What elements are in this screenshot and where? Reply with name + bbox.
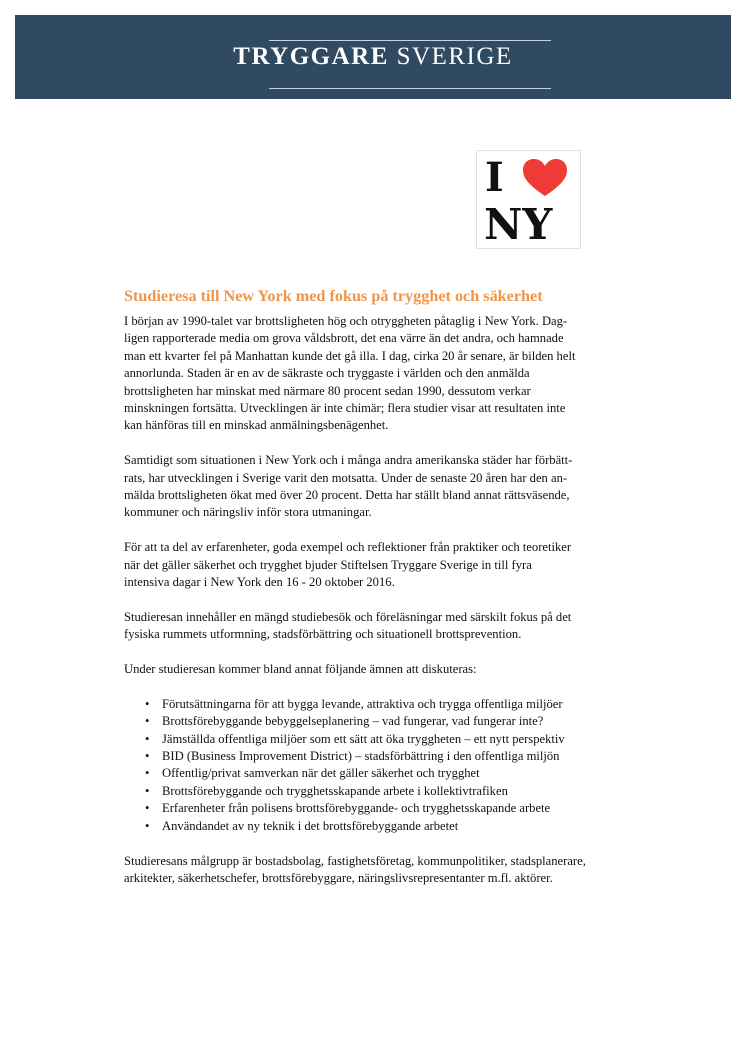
list-item bbox=[124, 748, 624, 765]
list-item-text: Brottsförebyggande bebyggelseplanering – vad fungerar, vad fungerar inte? bbox=[162, 714, 544, 729]
bullet-icon: • bbox=[145, 749, 150, 764]
logo-letter-i: I bbox=[485, 154, 504, 201]
bullet-icon: • bbox=[145, 714, 150, 729]
paragraph-4 bbox=[124, 609, 624, 644]
topics-intro-text: Under studieresan kommer bland annat följande ämnen att diskuteras: bbox=[124, 662, 477, 677]
list-item bbox=[124, 713, 624, 730]
list-item bbox=[124, 818, 624, 835]
bullet-icon: • bbox=[145, 766, 150, 781]
paragraph-3 bbox=[124, 539, 624, 591]
list-item-text: BID (Business Improvement District) – stadsförbättring i den offentliga miljön bbox=[162, 749, 560, 764]
header-band bbox=[15, 15, 731, 99]
brand-word-1: TRYGGARE bbox=[233, 43, 389, 70]
closing-paragraph bbox=[124, 853, 624, 888]
topics-intro bbox=[124, 661, 624, 678]
list-item-text: Offentlig/privat samverkan när det gäller säkerhet och trygghet bbox=[162, 766, 480, 781]
paragraph-4-text: Studieresan innehåller en mängd studiebesök och föreläsningar med särskilt fokus på det fysiska rummets utformning, stadsförbättring och situationell brottsprevention. bbox=[124, 609, 572, 642]
list-item bbox=[124, 783, 624, 800]
list-item bbox=[124, 800, 624, 817]
list-item-text: Förutsättningarna för att bygga levande, attraktiva och trygga offentliga miljöer bbox=[162, 696, 563, 711]
bullet-icon: • bbox=[145, 801, 150, 816]
paragraph-1-text: I början av 1990-talet var brottsligheten hög och otryggheten påtaglig i New York. Dag- ligen rapporterade media om grova våldsbrott, det ena värre än det andra, och hamnade man ett kvarter fel på Manhattan kunde det gå illa. I dag, cirka 20 år senare, är bilden helt annorlunda. Staden är en av de säkraste och tryggaste i världen och den anmälda brottsligheten har minskat med närmare 80 procent sedan 1990, dessutom verkar minskningen fortsätta. Utvecklingen är inte chimär; flera studier visar att resultaten inte kan hänföras till en minskad anmälningsbenägenhet. bbox=[124, 314, 576, 433]
brand-rule-top bbox=[269, 40, 551, 41]
logo-letters-ny: NY bbox=[484, 200, 553, 248]
paragraph-2 bbox=[124, 452, 624, 522]
article bbox=[124, 285, 624, 905]
list-item bbox=[124, 765, 624, 782]
list-item bbox=[124, 696, 624, 713]
brand-word-2: SVERIGE bbox=[396, 43, 513, 70]
list-item bbox=[124, 731, 624, 748]
heart-icon bbox=[523, 159, 567, 196]
bullet-icon: • bbox=[145, 696, 150, 711]
list-item-text: Erfarenheter från polisens brottsförebyggande- och trygghetsskapande arbete bbox=[162, 801, 551, 816]
bullet-icon: • bbox=[145, 731, 150, 746]
list-item-text: Användandet av ny teknik i det brottsförebyggande arbetet bbox=[162, 818, 459, 833]
topics-list bbox=[124, 696, 624, 835]
list-item-text: Jämställda offentliga miljöer som ett sätt att öka tryggheten – ett nytt perspektiv bbox=[162, 731, 565, 746]
bullet-icon: • bbox=[145, 783, 150, 798]
list-item-text: Brottsförebyggande och trygghetsskapande arbete i kollektivtrafiken bbox=[162, 783, 508, 798]
article-title: Studieresa till New York med fokus på trygghet och säkerhet bbox=[124, 287, 543, 305]
brand-wordmark bbox=[15, 43, 731, 71]
paragraph-2-text: Samtidigt som situationen i New York och i många andra amerikanska städer har förbätt- rats, har utvecklingen i Sverige varit den motsatta. Under de senaste 20 åren har den an- mälda brottsligheten ökat med över 20 procent. Detta har ställt bland annat rättsväsende, kommuner och näringsliv inför stora utmaningar. bbox=[124, 453, 573, 520]
bullet-icon: • bbox=[145, 818, 150, 833]
brand-rule-bottom bbox=[269, 88, 551, 89]
i-love-ny-logo bbox=[477, 151, 580, 248]
closing-paragraph-text: Studieresans målgrupp är bostadsbolag, fastighetsföretag, kommunpolitiker, stadsplanerare, arkitekter, säkerhetschefer, brottsförebyggare, näringslivsrepresentanter m.fl. aktörer. bbox=[124, 853, 586, 885]
paragraph-3-text: För att ta del av erfarenheter, goda exempel och reflektioner från praktiker och teoretiker när det gäller säkerhet och trygghet bjuder Stiftelsen Tryggare Sverige in till fyra intensiva dagar i New York den 16 - 20 oktober 2016. bbox=[124, 540, 572, 590]
paragraph-1 bbox=[124, 313, 624, 435]
